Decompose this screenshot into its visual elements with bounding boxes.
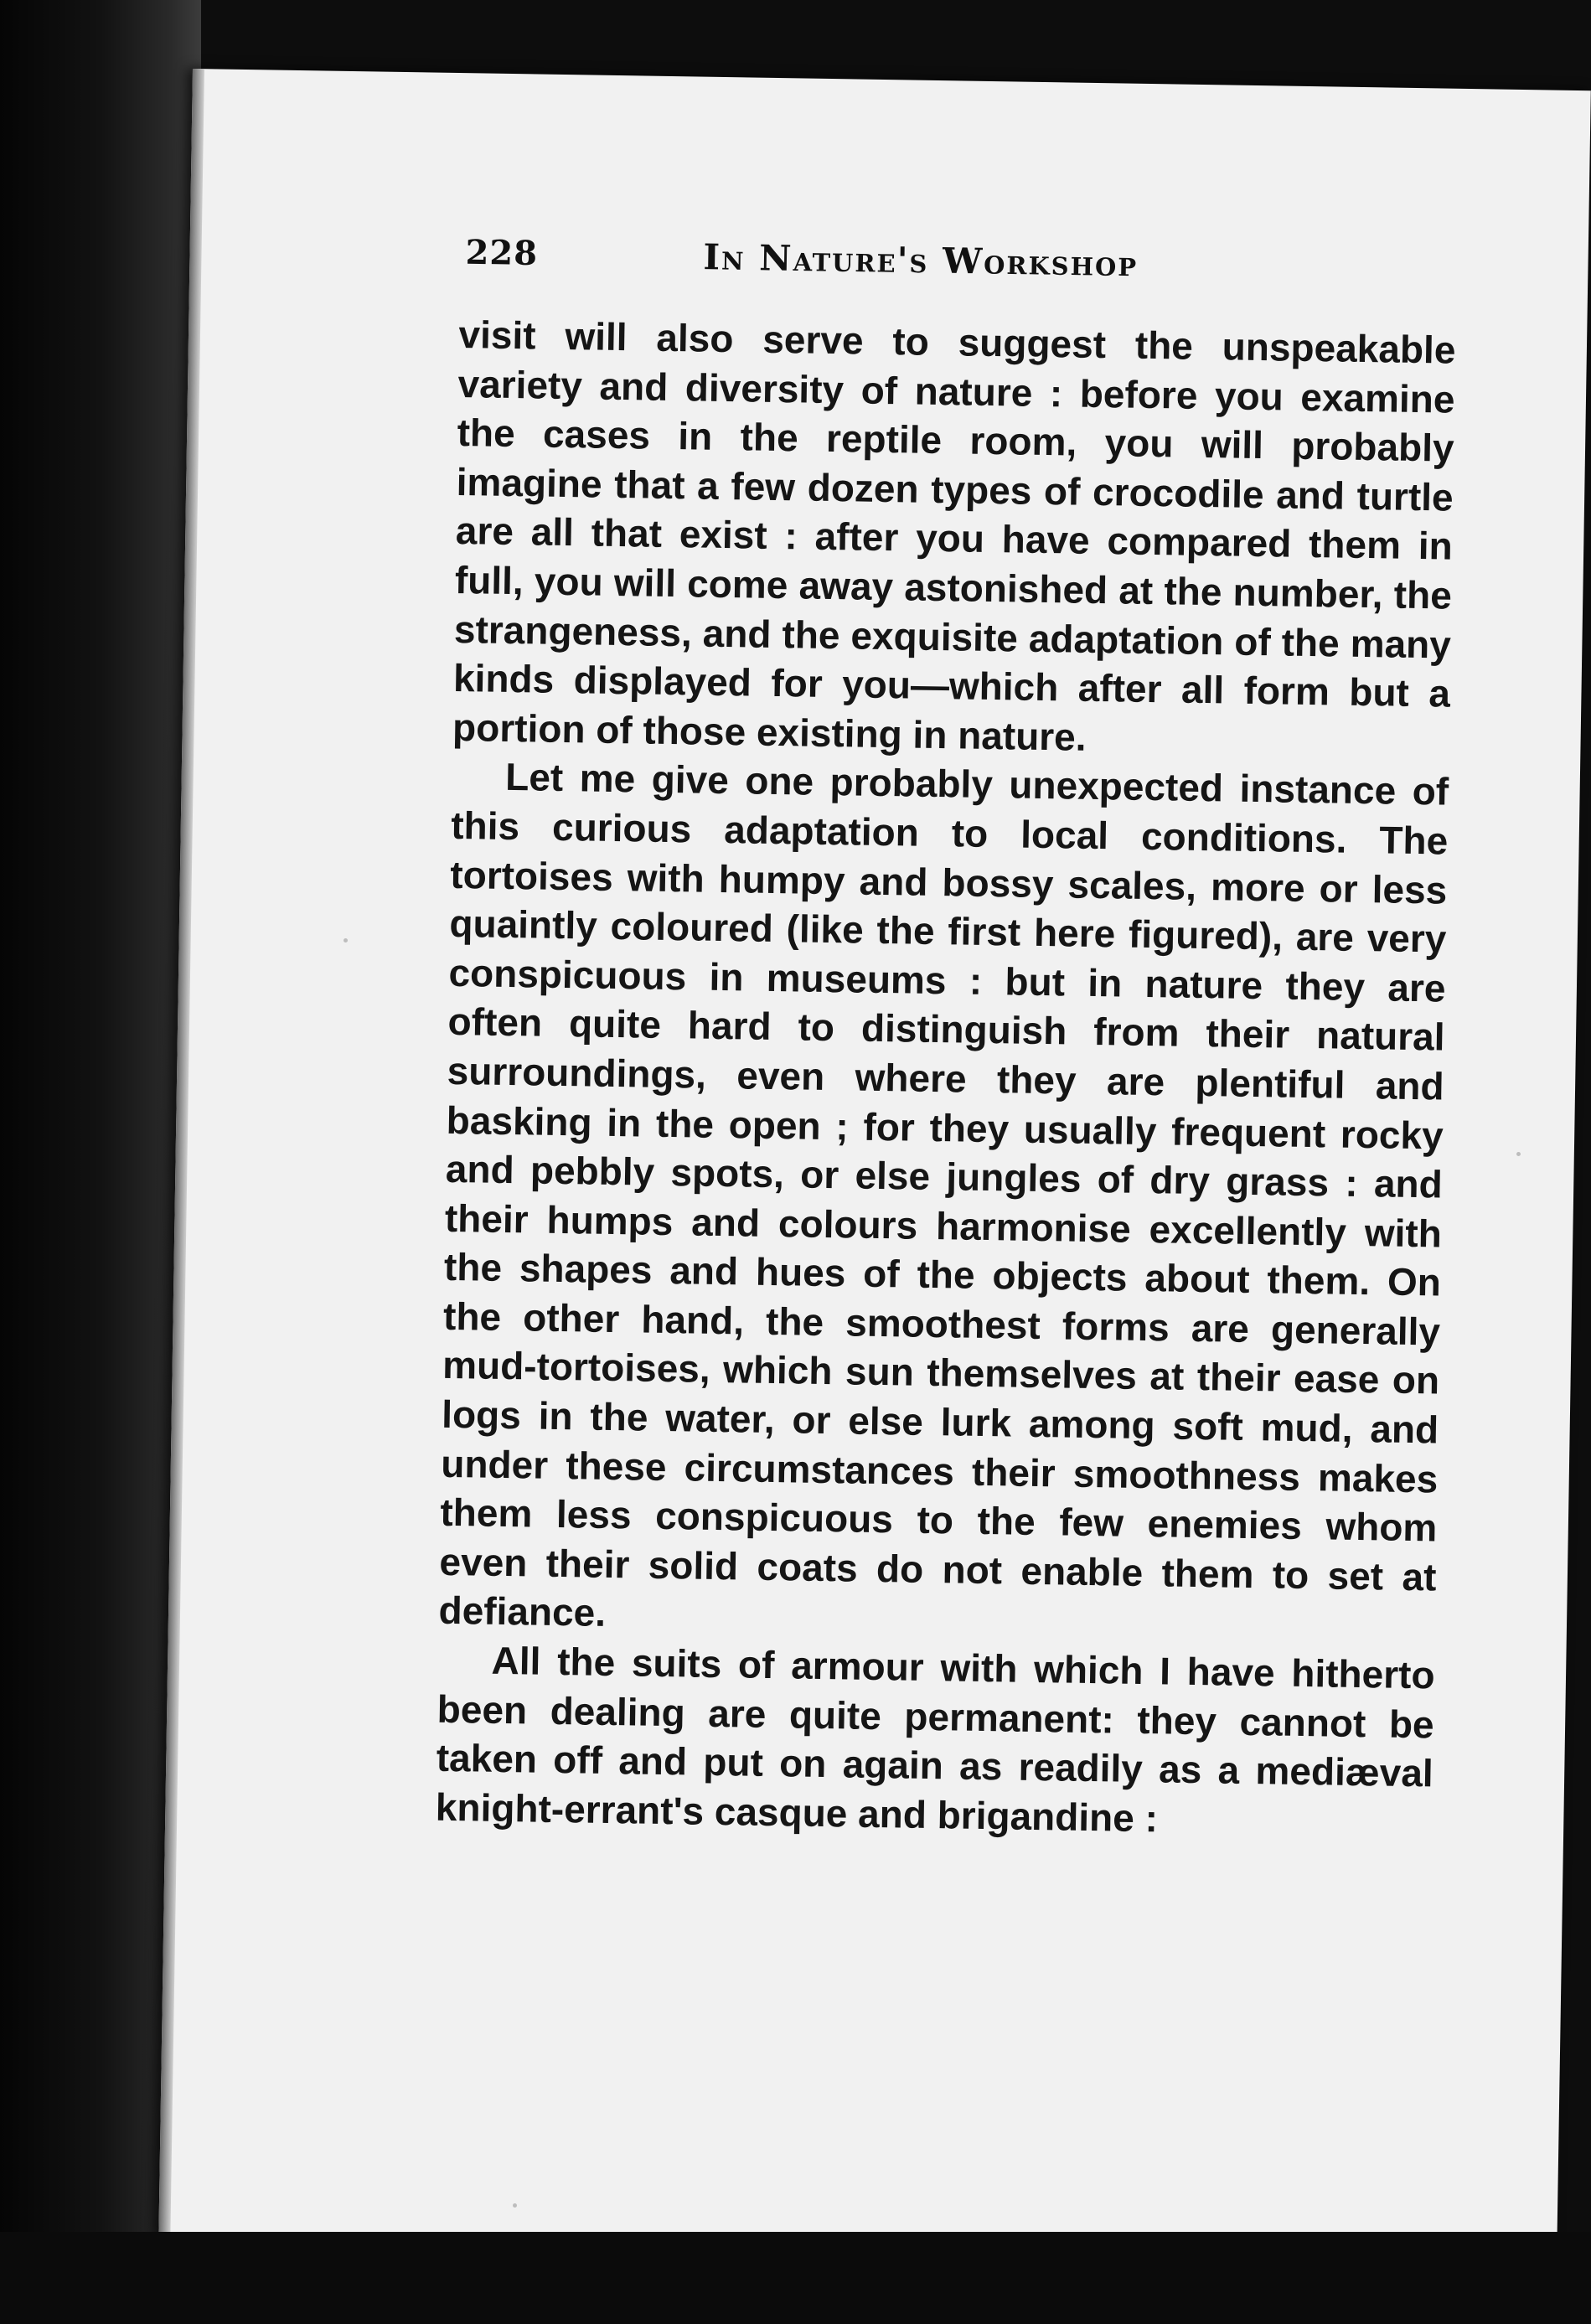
body-text [435,310,1455,1847]
book-title: In Nature's Workshop [703,236,1139,285]
page-number: 228 [465,232,539,274]
scan-bottom-margin [0,2232,1591,2324]
paragraph-continued: visit will also serve to suggest the unspeakable variety and diversity of nature : before you examine the cases in the reptile room, you will probably imagine that a few dozen types of crocodile and turtle are all that exist : after you have compared them in full, you will come away astonished at the number, the strangeness, and the exquisite adaptation of the many kinds displayed for you—which after all form but a portion of those existing in nature. [452,312,1456,759]
paragraph-tortoises: Let me give one probably unexpected instance of this curious adaptation to local conditions. The tortoises with humpy and bossy scales, more or less quaintly coloured (like the first here figured), are very conspicuous in museums : but in nature they are often quite hard to distinguish from their natural surroundings, even where they are plentiful and basking in the open ; for they usually frequent rocky and pebbly spots, or else jungles of dry grass : and their humps and colours harmonise excellently with the shapes and hues of the objects about them. On the other hand, the smoothest forms are generally mud-tortoises, which sun themselves at their ease on logs in the water, or else lurk among soft mud, and under these circumstances their smoothness makes them less conspicuous to the few enemies whom even their solid coats do not enable them to set at defiance. [438,755,1449,1635]
scan-speck [1516,1152,1521,1156]
scan-speck [513,2203,517,2208]
scan-speck [344,938,348,943]
paragraph-armour: All the suits of armour with which I have hitherto been dealing are quite permanent: they cannot be taken off and put on again as readily as a mediæval knight-errant's casque and brigandine : [435,1638,1435,1841]
